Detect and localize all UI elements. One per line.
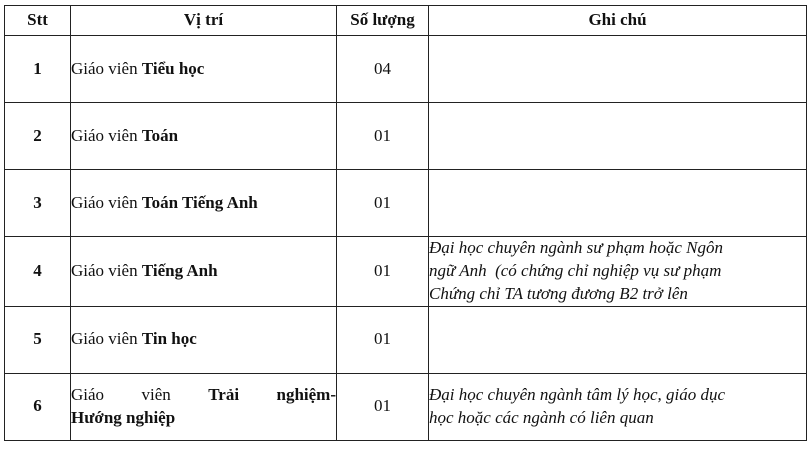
row-number: 1: [5, 36, 71, 103]
note-cell: [429, 373, 807, 440]
position-cell: [71, 36, 337, 103]
position-name-part-2: Hướng nghiệp: [71, 407, 176, 427]
position-name-part-1: Trải nghiệm-: [208, 384, 336, 404]
note-line: Đại học chuyên ngành sư phạm hoặc Ngôn: [429, 238, 723, 257]
position-prefix: Giáo viên: [71, 192, 138, 212]
position-prefix: Giáo viên: [71, 58, 138, 78]
position-name: Toán Tiếng Anh: [141, 192, 258, 212]
note-line: học hoặc các ngành có liên quan: [429, 407, 654, 427]
note-line: ngữ Anh (có chứng chỉ nghiệp vụ sư phạm: [429, 260, 722, 280]
header-quantity: Số lượng: [337, 6, 429, 36]
note-line: Chứng chỉ TA tương đương B2 trở lên: [429, 283, 688, 303]
note-cell: [429, 103, 807, 170]
row-number: 6: [5, 373, 71, 440]
position-prefix: Giáo viên: [71, 384, 171, 404]
header-row: [5, 6, 807, 36]
quantity-cell: 01: [337, 373, 429, 440]
note-cell: [429, 306, 807, 373]
header-stt: Stt: [5, 6, 71, 36]
position-name: Toán: [141, 125, 179, 145]
row-number: 5: [5, 306, 71, 373]
quantity-cell: 01: [337, 306, 429, 373]
position-prefix: Giáo viên: [71, 329, 138, 349]
position-cell: [71, 373, 337, 440]
quantity-cell: 01: [337, 170, 429, 237]
table-row: [5, 306, 807, 373]
position-name: Tiểu học: [141, 58, 205, 78]
position-cell: [71, 103, 337, 170]
note-line: Đại học chuyên ngành tâm lý học, giáo dục: [429, 384, 726, 404]
quantity-cell: 01: [337, 103, 429, 170]
table-row: [5, 170, 807, 237]
note-cell: [429, 237, 807, 307]
recruitment-table: [4, 5, 807, 441]
position-prefix: Giáo viên: [71, 125, 138, 145]
row-number: 2: [5, 103, 71, 170]
quantity-cell: 01: [337, 237, 429, 307]
note-cell: [429, 36, 807, 103]
header-position: Vị trí: [71, 6, 337, 36]
position-cell: [71, 237, 337, 307]
position-line-1: [71, 384, 336, 407]
table-row: [5, 373, 807, 440]
row-number: 4: [5, 237, 71, 307]
note-cell: [429, 170, 807, 237]
quantity-cell: 04: [337, 36, 429, 103]
header-note: Ghi chú: [429, 6, 807, 36]
position-cell: [71, 170, 337, 237]
row-number: 3: [5, 170, 71, 237]
position-prefix: Giáo viên: [71, 260, 138, 280]
position-name: Tiếng Anh: [141, 260, 218, 280]
position-name: Tin học: [141, 329, 197, 349]
table-row: [5, 36, 807, 103]
table-row: [5, 237, 807, 307]
table-row: [5, 103, 807, 170]
position-cell: [71, 306, 337, 373]
